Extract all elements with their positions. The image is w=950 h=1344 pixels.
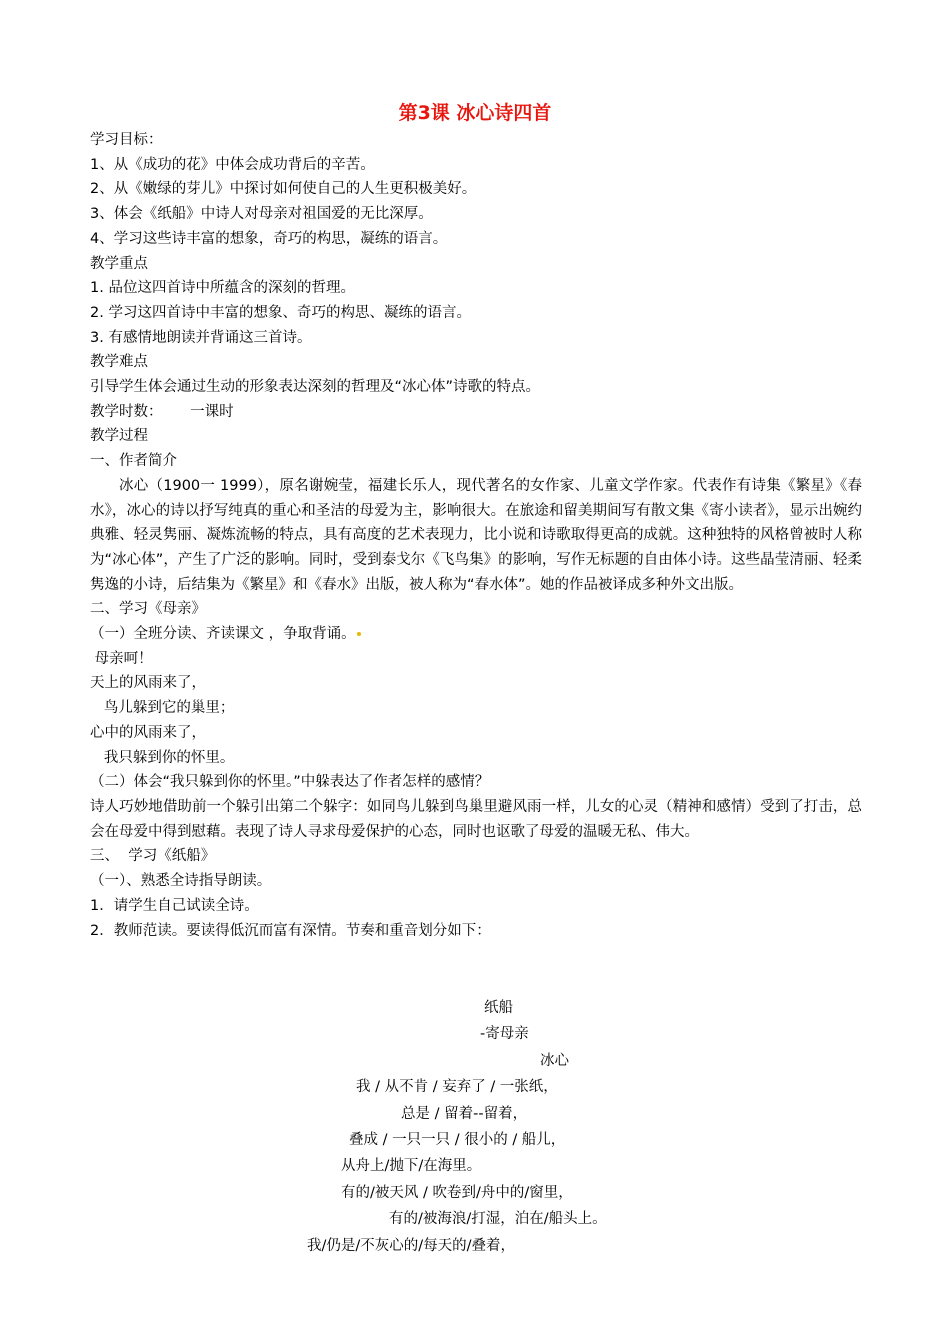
difficulty-heading: 教学难点	[90, 354, 148, 371]
section-heading-mother: 二、学习《母亲》	[90, 601, 206, 618]
focus-heading: 教学重点	[90, 255, 148, 272]
poem-subtitle: -寄母亲	[480, 1026, 529, 1043]
goal-item: 3、体会《纸船》中诗人对母亲对祖国爱的无比深厚。	[90, 206, 433, 223]
process-heading: 教学过程	[90, 428, 148, 445]
teaching-hours: 教学时数： 一课时	[90, 403, 234, 420]
paper-boat-subsection-1: （一）、熟悉全诗指导朗读。	[90, 873, 272, 890]
poem-line: 从舟上/抛下/在海里。	[341, 1158, 482, 1175]
section-heading-author: 一、作者简介	[90, 453, 177, 470]
author-intro-paragraph: 冰心（1900一 1999），原名谢婉莹，福建长乐人，现代著名的女作家、儿童文学作家。代表作有诗集《繁星》《春水》，冰心的诗以抒写纯真的重心和圣洁的母爱为主，影响很大。在旅途和留美期间写有散文集《寄小读者》，显示出婉约典雅、轻灵隽丽、凝炼流畅的特点，具有高度的艺术表现力，比小说和诗歌取得更高的成就。这种独特的风格曾被时人称为“冰心体”，产生了广泛的影响。同时，受到泰戈尔《飞鸟集》的影响，写作无标题的自由体小诗。这些晶莹清丽、轻柔隽逸的小诗，后结集为《繁星》和《春水》出版，被人称为“春水体”。她的作品被译成多种外文出版。	[90, 477, 862, 593]
poem-line: 有的/被海浪/打湿，泊在/船头上。	[389, 1211, 607, 1228]
poem-line: 叠成 / 一只一只 / 很小的 / 船儿，	[349, 1132, 566, 1149]
poem-line: 总是 / 留着--留着，	[401, 1105, 528, 1122]
difficulty-text: 引导学生体会通过生动的形象表达深刻的哲理及“冰心体”诗歌的特点。	[90, 379, 541, 396]
document-body	[90, 128, 862, 943]
poem-line: 母亲呵！	[90, 650, 153, 667]
mother-subsection-1	[90, 622, 862, 647]
paper-boat-step: 2．教师范读。要读得低沉而富有深情。节奏和重音划分如下：	[90, 922, 491, 939]
poem-author: 冰心	[540, 1052, 569, 1069]
poem-line: 心中的风雨来了，	[90, 724, 206, 741]
goals-heading: 学习目标：	[90, 132, 163, 148]
poem-line: 我只躲到你的怀里。	[90, 749, 235, 766]
poem-title: 纸船	[484, 1000, 513, 1016]
lesson-title: 第3课 冰心诗四首	[398, 102, 552, 124]
focus-item: 3. 有感情地朗读并背诵这三首诗。	[90, 329, 312, 346]
goal-item: 4、学习这些诗丰富的想象，奇巧的构思，凝练的语言。	[90, 230, 448, 247]
focus-item: 1. 品位这四首诗中所蕴含的深刻的哲理。	[90, 280, 355, 297]
goal-item: 1、从《成功的花》中体会成功背后的辛苦。	[90, 156, 375, 173]
paper-boat-step: 1．请学生自己试读全诗。	[90, 897, 259, 914]
goal-item: 2、从《嫩绿的芽儿》中探讨如何使自己的人生更积极美好。	[90, 181, 477, 198]
paper-boat-poem	[0, 995, 950, 1259]
poem-line: 我/仍是/不灰心的/每天的/叠着，	[307, 1237, 516, 1254]
poem-line: 鸟儿躲到它的巢里；	[90, 700, 235, 717]
annotation-mark	[357, 632, 361, 636]
poem-line: 天上的风雨来了，	[90, 675, 206, 692]
section-heading-paper-boat: 三、 学习《纸船》	[90, 848, 216, 865]
poem-line: 有的/被天风 / 吹卷到/舟中的/窗里，	[341, 1184, 573, 1201]
poem-line: 我 / 从不肯 / 妄弃了 / 一张纸，	[356, 1079, 558, 1096]
focus-item: 2. 学习这四首诗中丰富的想象、奇巧的构思、凝练的语言。	[90, 304, 471, 321]
mother-subsection-1-text: （一）全班分读、齐读课文 ，争取背诵。	[90, 626, 356, 643]
mother-subsection-2: （二）体会“我只躲到你的怀里。”中躲表达了作者怎样的感情？	[90, 774, 490, 791]
mother-answer-paragraph: 诗人巧妙地借助前一个躲引出第二个躲字：如同鸟儿躲到鸟巢里避风雨一样，儿女的心灵（精神和感情）受到了打击，总会在母爱中得到慰藉。表现了诗人寻求母爱保护的心态，同时也讴歌了母爱的温暖无私、伟大。	[90, 798, 862, 840]
